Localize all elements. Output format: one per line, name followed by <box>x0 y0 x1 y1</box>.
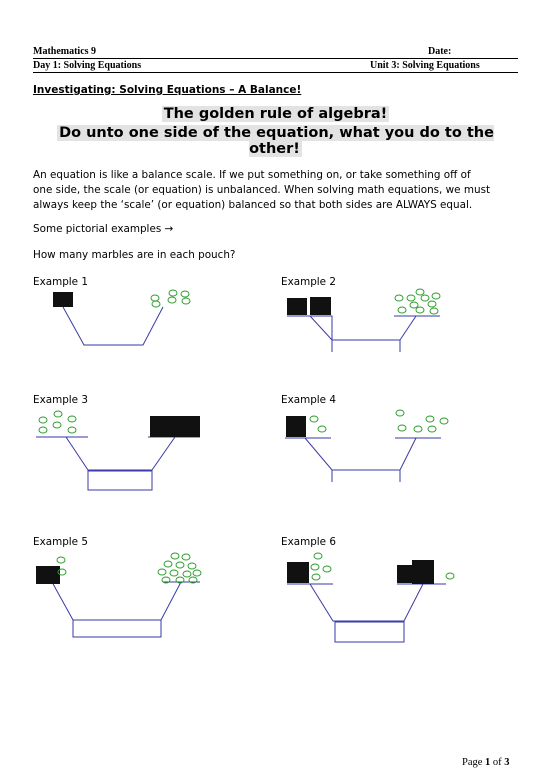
marble <box>440 418 448 424</box>
intro-line-1: An equation is like a balance scale. If we put something on, or take something off of <box>33 169 471 181</box>
balance-scale <box>310 584 423 621</box>
balance-scale <box>66 437 175 470</box>
marble <box>414 426 422 432</box>
marble <box>182 298 190 304</box>
marble <box>176 562 184 568</box>
balance-scale <box>310 316 400 352</box>
marble <box>310 416 318 422</box>
marble <box>39 427 47 433</box>
marble <box>426 416 434 422</box>
day-title: Day 1: Solving Equations <box>33 60 142 71</box>
golden-rule-line-1: The golden rule of algebra! <box>163 106 388 122</box>
example-label: Example 3 <box>33 394 88 406</box>
marble <box>311 564 319 570</box>
intro-line-3: always keep the ‘scale’ (or equation) balanced so that both sides are ALWAYS equal. <box>33 199 473 211</box>
balance-scale <box>287 316 332 352</box>
question-text: How many marbles are in each pouch? <box>33 249 236 261</box>
golden-rule-line-2: Do unto one side of the equation, what you do to the other! <box>59 125 494 157</box>
marble <box>410 302 418 308</box>
marble <box>323 566 331 572</box>
marble <box>158 569 166 575</box>
marble <box>57 557 65 563</box>
balance-scale-base <box>88 471 152 490</box>
marble <box>395 295 403 301</box>
pouch <box>287 298 307 315</box>
pouch <box>150 416 200 437</box>
marble <box>170 570 178 576</box>
marble <box>416 307 424 313</box>
balance-scale <box>305 438 416 470</box>
example-label: Example 1 <box>33 276 88 288</box>
marble <box>68 416 76 422</box>
marble <box>53 422 61 428</box>
marble <box>314 553 322 559</box>
balance-scale <box>63 307 163 345</box>
example-label: Example 2 <box>281 276 336 288</box>
marble <box>183 571 191 577</box>
example-label: Example 6 <box>281 536 336 548</box>
course-title: Mathematics 9 <box>33 46 97 57</box>
pouch <box>36 566 60 584</box>
marble <box>39 417 47 423</box>
pouch <box>310 297 331 315</box>
unit-title: Unit 3: Solving Equations <box>370 60 480 71</box>
marble <box>181 291 189 297</box>
marble <box>312 574 320 580</box>
intro-line-2: one side, the scale (or equation) is unbalanced. When solving math equations, we must <box>33 184 491 196</box>
marble <box>446 573 454 579</box>
marble <box>421 295 429 301</box>
marble <box>416 289 424 295</box>
pouch <box>287 562 309 583</box>
date-label: Date: <box>428 46 452 57</box>
marble <box>396 410 404 416</box>
marble <box>428 301 436 307</box>
marble <box>398 307 406 313</box>
worksheet-subtitle: Investigating: Solving Equations – A Balance! <box>33 84 302 96</box>
balance-scale <box>52 582 181 620</box>
marble <box>169 290 177 296</box>
marble <box>54 411 62 417</box>
marble <box>188 563 196 569</box>
marble <box>151 295 159 301</box>
marble <box>171 553 179 559</box>
page-number: Page 1 of 3 <box>462 757 510 768</box>
marble <box>432 293 440 299</box>
marble <box>68 427 76 433</box>
marble <box>168 297 176 303</box>
balance-scale <box>400 316 416 340</box>
marble <box>182 554 190 560</box>
marble <box>164 561 172 567</box>
balance-scale-base <box>73 620 161 637</box>
marble <box>193 570 201 576</box>
pictorial-examples-label: Some pictorial examples → <box>33 223 174 235</box>
example-label: Example 4 <box>281 394 336 406</box>
pouch <box>286 416 306 437</box>
marble <box>398 425 406 431</box>
marble <box>152 301 160 307</box>
marble <box>428 426 436 432</box>
balance-scale-base <box>335 622 404 642</box>
marble <box>318 426 326 432</box>
pouch <box>53 292 73 307</box>
marble <box>407 295 415 301</box>
example-label: Example 5 <box>33 536 88 548</box>
marble <box>430 308 438 314</box>
pouch <box>412 560 434 584</box>
